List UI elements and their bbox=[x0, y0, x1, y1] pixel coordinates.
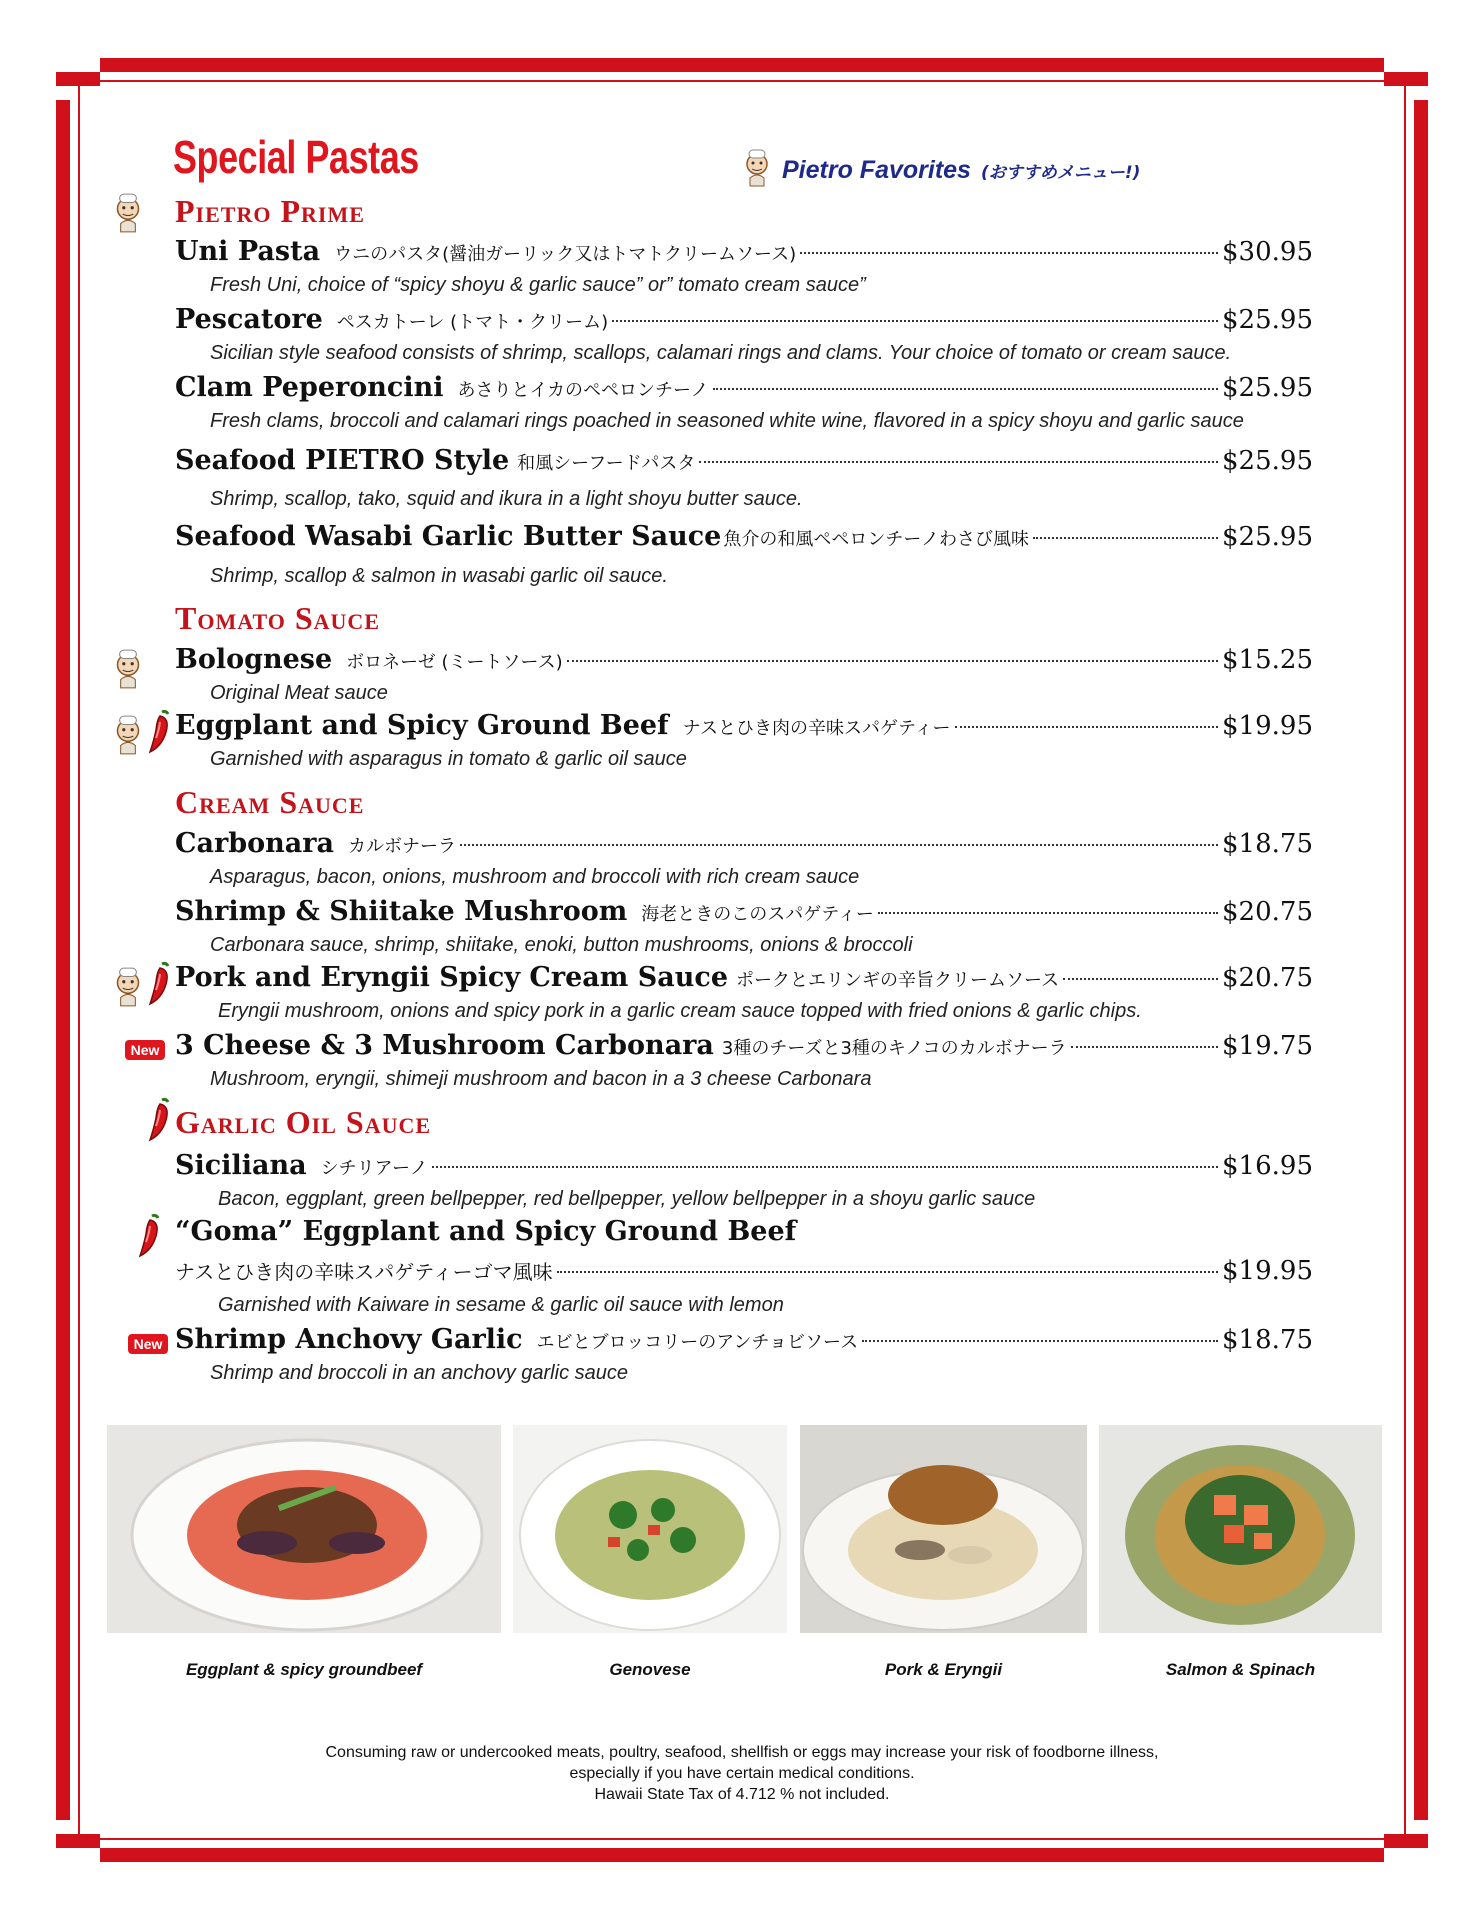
photo-caption: Salmon & Spinach bbox=[1165, 1660, 1316, 1679]
menu-item bbox=[175, 236, 1313, 267]
footer-tax-note: Hawaii State Tax of 4.712 % not included. bbox=[594, 1786, 890, 1803]
menu-item bbox=[175, 1216, 1313, 1247]
favorites-label: Pietro Favorites bbox=[782, 156, 971, 184]
photo-caption: Eggplant & spicy groundbeef bbox=[185, 1660, 423, 1679]
frame-inner-line bbox=[78, 1838, 1406, 1840]
item-price: $30.95 bbox=[1222, 237, 1313, 267]
item-price: $19.95 bbox=[1222, 711, 1313, 741]
section-cream-sauce: Cream Sauce bbox=[175, 784, 365, 820]
leader-dots bbox=[878, 912, 1218, 914]
item-description: Bacon, eggplant, green bellpepper, red bellpepper, yellow bellpepper in a shoyu garlic sauce bbox=[218, 1188, 1036, 1210]
item-jp: ウニのパスタ(醤油ガーリック又はトマトクリームソース) bbox=[334, 244, 797, 265]
item-name: Seafood PIETRO Style bbox=[175, 445, 510, 476]
frame-left bbox=[56, 100, 70, 1820]
frame-corner bbox=[1384, 1834, 1428, 1848]
photo-genovese bbox=[513, 1425, 787, 1633]
item-name: Seafood Wasabi Garlic Butter Sauce bbox=[175, 521, 722, 552]
item-price: $25.95 bbox=[1222, 305, 1313, 335]
chili-pepper-icon bbox=[144, 1096, 174, 1147]
item-price: $19.95 bbox=[1222, 1256, 1313, 1286]
menu-item bbox=[175, 1030, 1313, 1061]
item-jp: エビとブロッコリーのアンチョビソース bbox=[536, 1332, 859, 1353]
item-jp: カルボナーラ bbox=[347, 836, 456, 857]
favorites-jp: (おすすめメニュー!) bbox=[980, 163, 1141, 183]
photo-salmon-spinach bbox=[1099, 1425, 1382, 1633]
frame-bottom bbox=[100, 1848, 1384, 1862]
item-description: Shrimp and broccoli in an anchovy garlic sauce bbox=[210, 1362, 628, 1384]
item-name: Eggplant and Spicy Ground Beef bbox=[175, 710, 669, 741]
item-price: $25.95 bbox=[1222, 373, 1313, 403]
item-jp: ペスカトーレ (トマト・クリーム) bbox=[336, 312, 609, 333]
section-garlic-oil-sauce: Garlic Oil Sauce bbox=[175, 1104, 432, 1140]
menu-item bbox=[175, 962, 1313, 993]
menu-item bbox=[175, 372, 1313, 403]
chef-icon bbox=[112, 714, 144, 761]
chef-icon bbox=[112, 192, 144, 239]
item-description: Fresh clams, broccoli and calamari rings poached in seasoned white wine, flavored in a spicy shoyu and garlic sauce bbox=[210, 410, 1244, 432]
item-name: Bolognese bbox=[175, 644, 333, 675]
menu-item bbox=[175, 445, 1313, 476]
leader-dots bbox=[955, 726, 1219, 728]
item-jp: あさりとイカのペペロンチーノ bbox=[457, 380, 709, 401]
frame-inner-line bbox=[1404, 80, 1406, 1840]
item-name: Shrimp Anchovy Garlic bbox=[175, 1324, 523, 1355]
leader-dots bbox=[713, 388, 1218, 390]
leader-dots bbox=[567, 660, 1218, 662]
item-jp: 魚介の和風ペペロンチーノわさび風味 bbox=[723, 529, 1029, 550]
item-price: $18.75 bbox=[1222, 829, 1313, 859]
item-jp: ポークとエリンギの辛旨クリームソース bbox=[736, 970, 1060, 991]
menu-item bbox=[175, 1324, 1313, 1355]
item-price: $19.75 bbox=[1222, 1031, 1313, 1061]
favorites-legend bbox=[742, 148, 1140, 193]
chef-icon bbox=[112, 648, 144, 695]
item-price: $15.25 bbox=[1222, 645, 1313, 675]
footer-warning-2: especially if you have certain medical conditions. bbox=[569, 1765, 915, 1782]
section-pietro-prime: Pietro Prime bbox=[175, 193, 365, 229]
item-description: Original Meat sauce bbox=[210, 682, 388, 704]
leader-dots bbox=[699, 461, 1218, 463]
menu-item bbox=[175, 521, 1313, 552]
photo-pork-eryngii bbox=[800, 1425, 1087, 1633]
leader-dots bbox=[557, 1271, 1218, 1273]
leader-dots bbox=[612, 320, 1218, 322]
frame-inner-line bbox=[78, 80, 80, 1840]
menu-item bbox=[175, 304, 1313, 335]
item-jp: 海老ときのこのスパゲティー bbox=[641, 904, 874, 925]
item-description: Asparagus, bacon, onions, mushroom and broccoli with rich cream sauce bbox=[210, 866, 860, 888]
item-jp: ボロネーゼ (ミートソース) bbox=[346, 652, 563, 673]
menu-item-second-line bbox=[175, 1256, 1313, 1286]
item-description: Carbonara sauce, shrimp, shiitake, enoki, button mushrooms, onions & broccoli bbox=[210, 934, 913, 956]
item-name: Carbonara bbox=[175, 828, 334, 859]
item-jp: ナスとひき肉の辛味スパゲティー bbox=[682, 718, 951, 739]
photo-eggplant-pasta bbox=[107, 1425, 501, 1633]
item-price: $16.95 bbox=[1222, 1151, 1313, 1181]
item-jp: 和風シーフードパスタ bbox=[517, 453, 696, 474]
item-name: Pork and Eryngii Spicy Cream Sauce bbox=[175, 962, 728, 993]
section-tomato-sauce: Tomato Sauce bbox=[175, 600, 380, 636]
menu-item bbox=[175, 644, 1313, 675]
footer-warning: Consuming raw or undercooked meats, poultry, seafood, shellfish or eggs may increase your risk of foodborne illness, bbox=[325, 1744, 1159, 1761]
item-price: $25.95 bbox=[1222, 522, 1313, 552]
frame-corner bbox=[1384, 72, 1428, 86]
item-jp: 3種のチーズと3種のキノコのカルボナーラ bbox=[721, 1038, 1067, 1059]
chili-pepper-icon bbox=[144, 708, 174, 759]
frame-right bbox=[1414, 100, 1428, 1820]
photo-caption: Pork & Eryngii bbox=[884, 1660, 1003, 1679]
chef-icon bbox=[742, 148, 772, 193]
item-jp: シチリアーノ bbox=[320, 1158, 428, 1179]
chef-icon bbox=[112, 966, 144, 1013]
item-name: Clam Peperoncini bbox=[175, 372, 444, 403]
item-price: $20.75 bbox=[1222, 897, 1313, 927]
frame-inner-line bbox=[78, 80, 1406, 82]
item-price: $20.75 bbox=[1222, 963, 1313, 993]
item-name: “Goma” Eggplant and Spicy Ground Beef bbox=[175, 1216, 797, 1247]
item-description: Garnished with asparagus in tomato & garlic oil sauce bbox=[210, 748, 687, 770]
item-description: Mushroom, eryngii, shimeji mushroom and bacon in a 3 cheese Carbonara bbox=[210, 1068, 872, 1090]
item-description: Garnished with Kaiware in sesame & garlic oil sauce with lemon bbox=[218, 1294, 784, 1316]
item-name: Pescatore bbox=[175, 304, 323, 335]
item-name: Uni Pasta bbox=[175, 236, 321, 267]
leader-dots bbox=[862, 1340, 1218, 1342]
leader-dots bbox=[1063, 978, 1218, 980]
item-price: $18.75 bbox=[1222, 1325, 1313, 1355]
item-jp: ナスとひき肉の辛味スパゲティーゴマ風味 bbox=[175, 1260, 553, 1284]
item-description: Eryngii mushroom, onions and spicy pork in a garlic cream sauce topped with fried onions & garlic chips. bbox=[218, 1000, 1142, 1022]
leader-dots bbox=[460, 844, 1218, 846]
new-badge: New bbox=[128, 1334, 168, 1354]
item-name: Siciliana bbox=[175, 1150, 307, 1181]
menu-item bbox=[175, 1150, 1313, 1181]
leader-dots bbox=[1071, 1046, 1218, 1048]
frame-top bbox=[100, 58, 1384, 72]
photo-caption: Genovese bbox=[609, 1660, 691, 1679]
item-description: Sicilian style seafood consists of shrimp, scallops, calamari rings and clams. Your choice of tomato or cream sauce. bbox=[210, 342, 1232, 364]
menu-item bbox=[175, 896, 1313, 927]
leader-dots bbox=[1033, 537, 1218, 539]
chili-pepper-icon bbox=[144, 960, 174, 1011]
item-price: $25.95 bbox=[1222, 446, 1313, 476]
new-badge: New bbox=[125, 1040, 165, 1060]
item-name: 3 Cheese & 3 Mushroom Carbonara bbox=[175, 1030, 714, 1061]
item-description: Shrimp, scallop & salmon in wasabi garlic oil sauce. bbox=[210, 565, 668, 587]
chili-pepper-icon bbox=[134, 1212, 164, 1263]
item-description: Fresh Uni, choice of “spicy shoyu & garlic sauce” or” tomato cream sauce” bbox=[210, 274, 866, 296]
menu-item bbox=[175, 710, 1313, 741]
item-name: Shrimp & Shiitake Mushroom bbox=[175, 896, 628, 927]
menu-item bbox=[175, 828, 1313, 859]
leader-dots bbox=[800, 252, 1218, 254]
leader-dots bbox=[432, 1166, 1218, 1168]
item-description: Shrimp, scallop, tako, squid and ikura in a light shoyu butter sauce. bbox=[210, 488, 803, 510]
page-title: Special Pastas bbox=[173, 131, 419, 183]
